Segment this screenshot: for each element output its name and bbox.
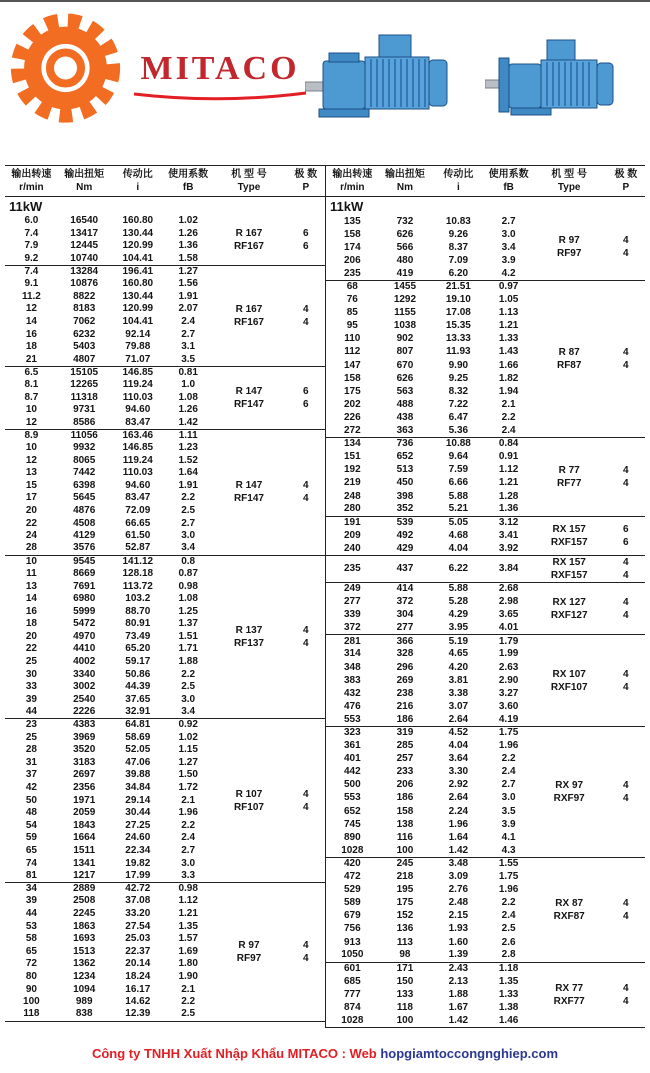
pole-value: 4 [623,897,629,909]
spec-group [5,719,325,883]
spec-row: 23 4383 64.81 0.92 R 107 RF107 4 4 [5,719,325,732]
spec-row: 95 1038 15.35 1.21 [346,320,519,332]
pole-cell [607,962,645,1027]
spec-row: 118 838 12.39 2.5 [23,1008,196,1020]
spec-row: 81 1217 17.99 3.3 [25,869,196,881]
type-cell [532,726,607,857]
spec-row: 59 1664 24.60 2.4 [25,832,196,844]
type-cell [532,516,607,555]
type-label: RF167 [233,316,264,328]
type-label: RX 127 [552,596,586,608]
pole-value: 4 [623,609,629,621]
spec-row: 277 372 5.28 2.98 [343,596,519,608]
type-cell [532,438,607,517]
spec-row: 12 8065 119.24 1.52 [25,454,198,466]
pole-value: 4 [623,910,629,922]
spec-row: 54 1843 27.25 2.2 [25,819,196,831]
spec-row: 529 195 2.76 1.96 [343,884,519,896]
right-spec-table [326,165,645,1028]
spec-row: 7.4 13417 130.44 1.26 [24,227,198,239]
pole-cell [287,555,325,719]
pole-value: 6 [623,536,629,548]
pole-cell [607,857,645,962]
spec-row: 11 8669 128.18 0.87 [26,567,198,579]
pole-value: 4 [623,681,629,693]
spec-row: 745 138 1.96 3.9 [343,818,516,830]
pole-cell [287,265,325,366]
spec-row: 22 4508 66.65 2.7 [25,517,196,529]
type-label: RXF87 [553,910,585,922]
spec-row: 1028 100 1.42 4.3 [341,844,516,856]
pole-value: 4 [623,982,629,994]
spec-row: 85 1155 17.08 1.13 [346,307,519,319]
pole-cell [607,438,645,517]
spec-row: 74 1341 19.82 3.0 [25,857,196,869]
spec-group [326,555,645,582]
spec-row: 44 2245 33.20 1.21 [25,907,198,919]
type-cell [532,555,607,582]
type-label: RX 157 [552,523,586,535]
spec-row: 18 5403 79.88 3.1 [25,341,196,353]
spec-row: 11.2 8822 130.44 1.91 [21,290,198,302]
type-label: R 167 [235,227,263,239]
pole-cell [607,635,645,727]
spec-group [5,366,325,429]
spec-row: 589 175 2.48 2.2 [343,897,516,909]
spec-row: 10 9932 146.85 1.23 [25,441,198,453]
type-label: R 147 [235,385,263,397]
column-header: 极 数 P [614,169,638,193]
column-header: 使用系数 fB [488,169,529,193]
column-header: 使用系数 fB [168,169,209,193]
spec-group [326,280,645,437]
brand-block [130,50,310,104]
spec-row: 361 285 4.04 1.96 [343,740,519,752]
pole-value: 4 [623,569,629,581]
type-label: R 167 [235,303,263,315]
type-label: RXF97 [553,792,585,804]
spec-row: 34 2889 42.72 0.98 R 97 RF97 4 4 [5,882,325,895]
spec-row: 777 133 1.88 1.33 [343,988,519,1000]
spec-row: 12 8586 83.47 1.42 [25,416,198,428]
type-label: RF97 [556,248,582,260]
pole-value: 4 [623,596,629,608]
spec-row: 874 118 1.67 1.38 [343,1001,519,1013]
pole-cell [287,719,325,883]
spec-row: 39 2540 37.65 3.0 [25,693,196,705]
gearmotor-image-flange-mounted [485,32,625,124]
spec-row: 14 6980 103.2 1.08 [25,593,198,605]
type-cell [211,366,286,429]
type-cell [211,555,286,719]
spec-row: 28 3576 52.87 3.4 [25,542,196,554]
spec-row: 890 116 1.64 4.1 [343,831,516,843]
pole-value: 6 [623,523,629,535]
spec-row: 209 492 4.68 3.41 [343,529,519,541]
column-header: 极 数 P [294,169,318,193]
spec-row: 472 218 3.09 1.75 [343,871,519,883]
type-label: RF147 [233,493,264,505]
type-label: RX 157 [552,556,586,568]
column-header: 输出扭矩 Nm [64,169,105,193]
spec-row: 174 566 8.37 3.4 [343,241,516,253]
spec-group [5,429,325,555]
type-label: RX 87 [555,897,584,909]
spec-row: 15 6398 94.60 1.91 [25,479,198,491]
type-cell [532,857,607,962]
gear-logo-icon [8,8,123,128]
pole-value: 6 [303,385,309,397]
type-label: RF97 [236,952,262,964]
brand-name: MITACO [140,50,300,87]
spec-row: 432 238 3.38 3.27 [343,687,519,699]
spec-row: 158 626 9.26 3.0 [343,228,516,240]
type-cell [532,582,607,634]
type-cell [211,719,286,883]
pole-value: 4 [303,952,309,964]
spec-row: 248 398 5.88 1.28 [343,490,519,502]
spec-row: 372 277 3.95 4.01 [343,622,519,634]
spec-row: 7.4 13284 196.41 1.27 R 167 RF167 4 4 [5,265,325,278]
pole-cell [607,516,645,555]
spec-row: 37 2697 39.88 1.50 [25,769,198,781]
pole-cell [607,726,645,857]
pole-cell [607,582,645,634]
spec-row: 8.9 11056 163.46 1.11 R 147 RF147 4 4 [5,429,325,442]
spec-row: 1028 100 1.42 1.46 [341,1014,519,1026]
column-header: 传动比 i [443,169,474,193]
type-label: RXF127 [550,609,588,621]
spec-row: 53 1863 27.54 1.35 [25,920,198,932]
spec-row: 65 1511 22.34 2.7 [25,844,196,856]
pole-value: 4 [303,637,309,649]
pole-cell [287,366,325,429]
spec-row: 33 3002 44.39 2.5 [25,681,196,693]
left-table-panel [5,165,325,1028]
pole-value: 4 [623,235,629,247]
spec-row: 20 4876 72.09 2.5 [25,504,196,516]
spec-row: 219 450 6.66 1.21 [343,477,519,489]
pole-cell [607,280,645,437]
type-label: R 97 [558,235,580,247]
pole-value: 4 [623,248,629,260]
spec-row: 913 113 1.60 2.6 [343,936,516,948]
column-header: 输出转速 r/min [11,169,52,193]
type-label: R 77 [558,464,580,476]
spec-tables [0,165,650,1028]
spec-row: 151 652 9.64 0.91 [343,451,519,463]
spec-row: 16 6232 92.14 2.7 [25,328,196,340]
pole-value: 4 [303,316,309,328]
spec-row: 72 1362 20.14 1.80 [25,958,198,970]
spec-row: 6.0 16540 160.80 1.02 R 167 RF167 6 6 [5,215,325,228]
spec-row: 80 1234 18.24 1.90 [25,970,198,982]
spec-row: 280 352 5.21 1.36 [343,503,519,515]
type-label: R 87 [558,347,580,359]
spec-row: 652 158 2.24 3.5 [343,805,516,817]
spec-row: 202 488 7.22 2.1 [343,398,516,410]
pole-value: 6 [303,227,309,239]
spec-row: 65 1513 22.37 1.69 [25,945,198,957]
column-header: 输出扭矩 Nm [384,169,425,193]
spec-row: 206 480 7.09 3.9 [343,254,516,266]
spec-row: 476 216 3.07 3.60 [343,700,519,712]
type-cell [211,265,286,366]
spec-group [326,635,645,727]
spec-row: 147 670 9.90 1.66 [343,359,519,371]
spec-row: 7.9 12445 120.99 1.36 [24,240,198,252]
type-label: R 137 [235,624,263,636]
spec-row: 48 2059 30.44 1.96 [25,807,198,819]
spec-row: 8.7 11318 110.03 1.08 [24,391,198,403]
spec-row: 553 186 2.64 3.0 [343,792,516,804]
spec-row: 420 245 3.48 1.55 RX 87 RXF87 4 4 [326,857,645,870]
spec-row: 134 736 10.88 0.84 R 77 RF77 4 4 [326,438,645,451]
pole-cell [287,215,325,265]
spec-row: 25 3969 58.69 1.02 [25,731,198,743]
pole-cell [607,555,645,582]
spec-row: 25 4002 59.17 1.88 [25,656,198,668]
spec-row: 8.1 12265 119.24 1.0 [24,379,196,391]
column-header: 机 型 号 Type [551,169,587,193]
spec-row: 28 3520 52.05 1.15 [25,744,198,756]
spec-row: 500 206 2.92 2.7 [343,779,516,791]
type-label: R 147 [235,480,263,492]
spec-row: 10 9545 141.12 0.8 R 137 RF137 4 4 [5,555,325,568]
spec-row: 10 9731 94.60 1.26 [25,404,198,416]
brand-underline-swoosh [130,90,310,104]
type-label: RF167 [233,240,264,252]
spec-row: 383 269 3.81 2.90 [343,674,519,686]
type-cell [532,635,607,727]
footer [0,1046,650,1061]
spec-group [5,265,325,366]
spec-row: 12 8183 120.99 2.07 [25,303,198,315]
spec-row: 401 257 3.64 2.2 [343,753,516,765]
pole-value: 4 [303,303,309,315]
type-label: RF87 [556,360,582,372]
spec-group [326,962,645,1027]
type-label: R 107 [235,788,263,800]
spec-row: 39 2508 37.08 1.12 [25,895,198,907]
type-label: RXF157 [550,569,588,581]
spec-row: 1050 98 1.39 2.8 [341,949,516,961]
spec-row: 22 4410 65.20 1.71 [25,643,198,655]
spec-group [5,882,325,1021]
type-cell [532,962,607,1027]
spec-row: 756 136 1.93 2.5 [343,923,516,935]
spec-group [326,857,645,962]
type-label: RX 107 [552,668,586,680]
spec-group [326,726,645,857]
power-label: 11kW [330,199,364,214]
spec-row: 58 1693 25.03 1.57 [25,933,198,945]
spec-row: 175 563 8.32 1.94 [343,385,519,397]
spec-row: 50 1971 29.14 2.1 [25,794,196,806]
spec-row: 9.1 10876 160.80 1.56 [24,278,198,290]
spec-row: 272 363 5.36 2.4 [343,424,516,436]
spec-row: 235 437 6.22 3.84 RX 157 RXF157 4 4 [326,555,645,582]
pole-value: 4 [623,995,629,1007]
spec-row: 348 296 4.20 2.63 [343,661,519,673]
type-label: RF137 [233,637,264,649]
type-label: RXF77 [553,995,585,1007]
spec-row: 21 4807 71.07 3.5 [25,353,196,365]
header [0,2,650,162]
power-label: 11kW [9,199,43,214]
pole-value: 4 [303,939,309,951]
column-header: 传动比 i [122,169,153,193]
spec-row: 17 5645 83.47 2.2 [25,492,196,504]
type-cell [532,215,607,280]
pole-value: 4 [623,464,629,476]
spec-row: 13 7442 110.03 1.64 [25,467,198,479]
spec-row: 18 5472 80.91 1.37 [25,618,198,630]
pole-value: 4 [623,668,629,680]
spec-group [5,215,325,265]
spec-row: 20 4970 73.49 1.51 [25,630,198,642]
spec-row: 6.5 15105 146.85 0.81 R 147 RF147 6 6 [5,366,325,379]
type-label: RX 97 [555,779,584,791]
pole-value: 4 [303,480,309,492]
spec-row: 323 319 4.52 1.75 RX 97 RXF97 4 4 [326,726,645,739]
spec-row: 135 732 10.83 2.7 R 97 RF97 4 4 [326,215,645,228]
type-label: RXF157 [550,536,588,548]
spec-row: 44 2226 32.91 3.4 [25,706,196,718]
spec-row: 31 3183 47.06 1.27 [25,756,198,768]
pole-value: 4 [303,493,309,505]
spec-row: 679 152 2.15 2.4 [343,910,516,922]
type-cell [211,882,286,1021]
left-spec-table [5,165,325,1022]
column-header: 输出转速 r/min [332,169,373,193]
spec-row: 14 7062 104.41 2.4 [25,316,196,328]
pole-value: 4 [623,792,629,804]
type-label: RX 77 [555,982,584,994]
spec-row: 13 7691 113.72 0.98 [25,580,198,592]
spec-row: 90 1094 16.17 2.1 [25,983,196,995]
pole-value: 4 [623,347,629,359]
spec-row: 192 513 7.59 1.12 [343,464,519,476]
spec-row: 9.2 10740 104.41 1.58 [24,252,198,264]
pole-cell [607,215,645,280]
spec-row: 30 3340 50.86 2.2 [25,668,196,680]
spec-group [326,215,645,280]
type-label: RF147 [233,398,264,410]
pole-value: 4 [303,624,309,636]
pole-value: 4 [623,477,629,489]
pole-value: 4 [303,788,309,800]
pole-value: 6 [303,240,309,252]
spec-row: 68 1455 21.51 0.97 R 87 RF87 4 4 [326,280,645,293]
spec-group [326,582,645,634]
spec-row: 685 150 2.13 1.35 [343,975,519,987]
spec-group [5,555,325,719]
pole-value: 4 [623,360,629,372]
spec-row: 16 5999 88.70 1.25 [25,605,198,617]
footer-company-text: Công ty TNHH Xuất Nhập Khẩu MITACO : Web [91,1046,381,1061]
type-cell [211,215,286,265]
type-label: RF77 [556,477,582,489]
spec-row: 24 4129 61.50 3.0 [25,530,196,542]
spec-row: 112 807 11.93 1.43 [344,346,519,358]
spec-row: 235 419 6.20 4.2 [343,267,516,279]
spec-row: 281 366 5.19 1.79 RX 107 RXF107 4 4 [326,635,645,648]
spec-row: 442 233 3.30 2.4 [343,766,516,778]
spec-row: 226 438 6.47 2.2 [343,411,516,423]
spec-row: 601 171 2.43 1.18 RX 77 RXF77 4 4 [326,962,645,975]
pole-value: 4 [623,556,629,568]
type-label: R 97 [238,939,260,951]
spec-row: 158 626 9.25 1.82 [343,372,519,384]
spec-row: 42 2356 34.84 1.72 [25,782,198,794]
column-header: 机 型 号 Type [231,169,267,193]
pole-value: 4 [303,801,309,813]
pole-cell [287,882,325,1021]
pole-cell [287,429,325,555]
type-cell [211,429,286,555]
pole-value: 6 [303,398,309,410]
pole-value: 4 [623,779,629,791]
type-cell [532,280,607,437]
spec-row: 191 539 5.05 3.12 RX 157 RXF157 6 6 [326,516,645,529]
spec-row: 76 1292 19.10 1.05 [346,294,519,306]
type-label: RF107 [233,801,264,813]
spec-row: 339 304 4.29 3.65 [343,609,519,621]
spec-group [326,516,645,555]
spec-row: 314 328 4.65 1.99 [343,648,519,660]
spec-row: 553 186 2.64 4.19 [343,713,519,725]
footer-website-text: hopgiamtoccongnghiep.com [380,1046,559,1061]
spec-row: 249 414 5.88 2.68 RX 127 RXF127 4 4 [326,582,645,595]
gearmotor-image-foot-mounted [305,27,460,127]
right-table-panel [325,165,645,1028]
spec-group [326,438,645,517]
spec-row: 100 989 14.62 2.2 [23,996,196,1008]
spec-row: 240 429 4.04 3.92 [343,542,519,554]
type-label: RXF107 [550,681,588,693]
spec-row: 110 902 13.33 1.33 [344,333,519,345]
